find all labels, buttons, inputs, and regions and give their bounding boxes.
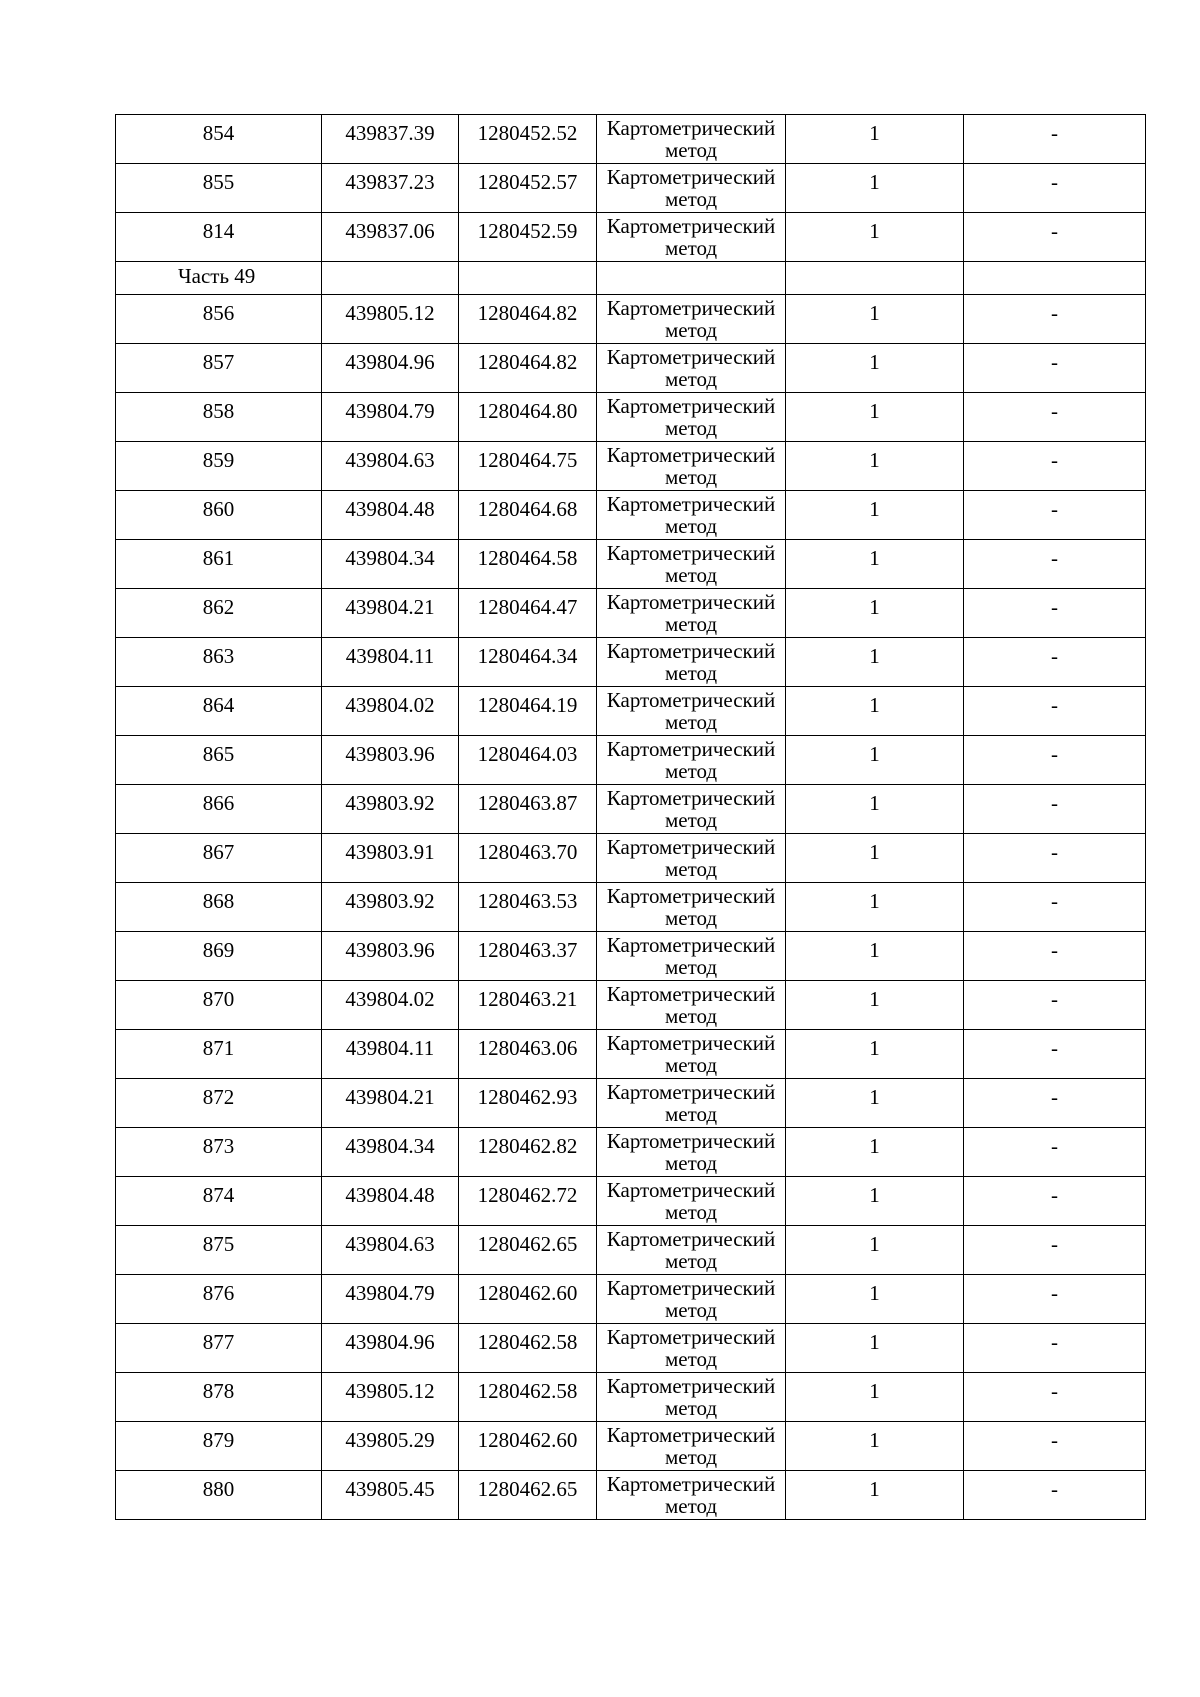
accuracy-cell: 1	[786, 1128, 964, 1177]
y-coordinate-cell: 1280462.60	[459, 1275, 597, 1324]
accuracy-cell: 1	[786, 1324, 964, 1373]
table-row	[116, 393, 1146, 442]
note-cell: -	[964, 115, 1146, 164]
note-cell: -	[964, 638, 1146, 687]
y-coordinate-cell: 1280464.34	[459, 638, 597, 687]
note-cell: -	[964, 164, 1146, 213]
point-number-cell: 857	[116, 344, 322, 393]
note-cell: -	[964, 1177, 1146, 1226]
x-coordinate-cell: 439804.63	[322, 1226, 459, 1275]
y-coordinate-cell: 1280452.59	[459, 213, 597, 262]
table-row	[116, 932, 1146, 981]
note-cell: -	[964, 1471, 1146, 1520]
x-coordinate-cell: 439804.96	[322, 1324, 459, 1373]
table-row	[116, 1373, 1146, 1422]
accuracy-cell: 1	[786, 1177, 964, 1226]
y-coordinate-cell: 1280464.82	[459, 295, 597, 344]
accuracy-cell: 1	[786, 213, 964, 262]
accuracy-cell: 1	[786, 834, 964, 883]
note-cell: -	[964, 344, 1146, 393]
x-coordinate-cell: 439804.02	[322, 687, 459, 736]
method-cell: Картометрический метод	[597, 1030, 786, 1079]
y-coordinate-cell: 1280464.75	[459, 442, 597, 491]
accuracy-cell: 1	[786, 687, 964, 736]
y-coordinate-cell: 1280462.65	[459, 1226, 597, 1275]
x-coordinate-cell: 439804.79	[322, 1275, 459, 1324]
method-cell: Картометрический метод	[597, 213, 786, 262]
y-coordinate-cell: 1280462.82	[459, 1128, 597, 1177]
y-coordinate-cell: 1280462.65	[459, 1471, 597, 1520]
method-cell: Картометрический метод	[597, 1275, 786, 1324]
method-cell: Картометрический метод	[597, 638, 786, 687]
point-number-cell: 879	[116, 1422, 322, 1471]
y-coordinate-cell: 1280462.72	[459, 1177, 597, 1226]
point-number-cell: 873	[116, 1128, 322, 1177]
accuracy-cell: 1	[786, 491, 964, 540]
table-row	[116, 213, 1146, 262]
table-row	[116, 638, 1146, 687]
accuracy-cell: 1	[786, 981, 964, 1030]
method-cell: Картометрический метод	[597, 883, 786, 932]
method-cell: Картометрический метод	[597, 1422, 786, 1471]
y-coordinate-cell: 1280463.37	[459, 932, 597, 981]
point-number-cell: 875	[116, 1226, 322, 1275]
point-number-cell: 878	[116, 1373, 322, 1422]
accuracy-cell: 1	[786, 115, 964, 164]
note-cell: -	[964, 1226, 1146, 1275]
point-number-cell: 874	[116, 1177, 322, 1226]
table-row	[116, 295, 1146, 344]
method-cell: Картометрический метод	[597, 687, 786, 736]
y-coordinate-cell: 1280452.57	[459, 164, 597, 213]
x-coordinate-cell: 439804.34	[322, 540, 459, 589]
y-coordinate-cell: 1280463.06	[459, 1030, 597, 1079]
y-coordinate-cell: 1280463.70	[459, 834, 597, 883]
accuracy-cell: 1	[786, 540, 964, 589]
accuracy-cell: 1	[786, 442, 964, 491]
note-cell: -	[964, 1373, 1146, 1422]
note-cell: -	[964, 491, 1146, 540]
x-coordinate-cell: 439804.48	[322, 491, 459, 540]
table-row	[116, 1275, 1146, 1324]
note-cell: -	[964, 687, 1146, 736]
table-row	[116, 1030, 1146, 1079]
accuracy-cell: 1	[786, 1079, 964, 1128]
table-row	[116, 1177, 1146, 1226]
table-row	[116, 834, 1146, 883]
point-number-cell: 854	[116, 115, 322, 164]
table-row	[116, 687, 1146, 736]
table-row	[116, 736, 1146, 785]
method-cell: Картометрический метод	[597, 1324, 786, 1373]
point-number-cell: 863	[116, 638, 322, 687]
table-body-top	[116, 115, 1146, 262]
point-number-cell: 868	[116, 883, 322, 932]
method-cell: Картометрический метод	[597, 834, 786, 883]
table-body-bottom	[116, 295, 1146, 1520]
y-coordinate-cell: 1280464.47	[459, 589, 597, 638]
y-coordinate-cell: 1280462.58	[459, 1373, 597, 1422]
x-coordinate-cell: 439803.92	[322, 785, 459, 834]
note-cell: -	[964, 1324, 1146, 1373]
y-coordinate-cell: 1280464.82	[459, 344, 597, 393]
point-number-cell: 858	[116, 393, 322, 442]
table-row	[116, 540, 1146, 589]
method-cell: Картометрический метод	[597, 442, 786, 491]
point-number-cell: 862	[116, 589, 322, 638]
note-cell: -	[964, 589, 1146, 638]
empty-cell	[322, 262, 459, 295]
note-cell: -	[964, 1275, 1146, 1324]
table-row	[116, 883, 1146, 932]
point-number-cell: 871	[116, 1030, 322, 1079]
x-coordinate-cell: 439805.12	[322, 1373, 459, 1422]
note-cell: -	[964, 1079, 1146, 1128]
method-cell: Картометрический метод	[597, 932, 786, 981]
x-coordinate-cell: 439804.02	[322, 981, 459, 1030]
point-number-cell: 861	[116, 540, 322, 589]
x-coordinate-cell: 439804.34	[322, 1128, 459, 1177]
point-number-cell: 814	[116, 213, 322, 262]
point-number-cell: 870	[116, 981, 322, 1030]
note-cell: -	[964, 883, 1146, 932]
method-cell: Картометрический метод	[597, 785, 786, 834]
note-cell: -	[964, 834, 1146, 883]
point-number-cell: 860	[116, 491, 322, 540]
method-cell: Картометрический метод	[597, 115, 786, 164]
y-coordinate-cell: 1280452.52	[459, 115, 597, 164]
part-label: Часть 49	[116, 262, 322, 295]
method-cell: Картометрический метод	[597, 736, 786, 785]
y-coordinate-cell: 1280464.68	[459, 491, 597, 540]
accuracy-cell: 1	[786, 736, 964, 785]
table-row	[116, 589, 1146, 638]
x-coordinate-cell: 439804.11	[322, 1030, 459, 1079]
accuracy-cell: 1	[786, 295, 964, 344]
table-row	[116, 344, 1146, 393]
empty-cell	[786, 262, 964, 295]
point-number-cell: 880	[116, 1471, 322, 1520]
y-coordinate-cell: 1280463.53	[459, 883, 597, 932]
x-coordinate-cell: 439804.21	[322, 589, 459, 638]
x-coordinate-cell: 439837.39	[322, 115, 459, 164]
accuracy-cell: 1	[786, 344, 964, 393]
empty-cell	[964, 262, 1146, 295]
x-coordinate-cell: 439805.45	[322, 1471, 459, 1520]
accuracy-cell: 1	[786, 932, 964, 981]
accuracy-cell: 1	[786, 1030, 964, 1079]
x-coordinate-cell: 439804.11	[322, 638, 459, 687]
y-coordinate-cell: 1280462.58	[459, 1324, 597, 1373]
point-number-cell: 867	[116, 834, 322, 883]
point-number-cell: 876	[116, 1275, 322, 1324]
method-cell: Картометрический метод	[597, 540, 786, 589]
empty-cell	[459, 262, 597, 295]
x-coordinate-cell: 439803.96	[322, 736, 459, 785]
note-cell: -	[964, 442, 1146, 491]
method-cell: Картометрический метод	[597, 981, 786, 1030]
accuracy-cell: 1	[786, 638, 964, 687]
y-coordinate-cell: 1280462.93	[459, 1079, 597, 1128]
y-coordinate-cell: 1280462.60	[459, 1422, 597, 1471]
y-coordinate-cell: 1280463.87	[459, 785, 597, 834]
accuracy-cell: 1	[786, 589, 964, 638]
table-row	[116, 1422, 1146, 1471]
method-cell: Картометрический метод	[597, 1177, 786, 1226]
table-row	[116, 981, 1146, 1030]
accuracy-cell: 1	[786, 785, 964, 834]
method-cell: Картометрический метод	[597, 295, 786, 344]
note-cell: -	[964, 932, 1146, 981]
x-coordinate-cell: 439803.92	[322, 883, 459, 932]
y-coordinate-cell: 1280464.03	[459, 736, 597, 785]
method-cell: Картометрический метод	[597, 393, 786, 442]
x-coordinate-cell: 439803.96	[322, 932, 459, 981]
x-coordinate-cell: 439804.21	[322, 1079, 459, 1128]
note-cell: -	[964, 1030, 1146, 1079]
accuracy-cell: 1	[786, 393, 964, 442]
y-coordinate-cell: 1280464.80	[459, 393, 597, 442]
method-cell: Картометрический метод	[597, 491, 786, 540]
y-coordinate-cell: 1280463.21	[459, 981, 597, 1030]
method-cell: Картометрический метод	[597, 1373, 786, 1422]
table-row	[116, 442, 1146, 491]
point-number-cell: 869	[116, 932, 322, 981]
x-coordinate-cell: 439837.06	[322, 213, 459, 262]
accuracy-cell: 1	[786, 1471, 964, 1520]
point-number-cell: 865	[116, 736, 322, 785]
note-cell: -	[964, 540, 1146, 589]
point-number-cell: 856	[116, 295, 322, 344]
note-cell: -	[964, 393, 1146, 442]
note-cell: -	[964, 736, 1146, 785]
point-number-cell: 864	[116, 687, 322, 736]
part-header-row	[116, 262, 1146, 295]
table-row	[116, 115, 1146, 164]
note-cell: -	[964, 981, 1146, 1030]
point-number-cell: 866	[116, 785, 322, 834]
method-cell: Картометрический метод	[597, 1128, 786, 1177]
empty-cell	[597, 262, 786, 295]
note-cell: -	[964, 1422, 1146, 1471]
point-number-cell: 859	[116, 442, 322, 491]
note-cell: -	[964, 785, 1146, 834]
table-row	[116, 1471, 1146, 1520]
y-coordinate-cell: 1280464.58	[459, 540, 597, 589]
note-cell: -	[964, 295, 1146, 344]
accuracy-cell: 1	[786, 1422, 964, 1471]
x-coordinate-cell: 439803.91	[322, 834, 459, 883]
table-row	[116, 1128, 1146, 1177]
point-number-cell: 877	[116, 1324, 322, 1373]
x-coordinate-cell: 439804.48	[322, 1177, 459, 1226]
x-coordinate-cell: 439804.96	[322, 344, 459, 393]
point-number-cell: 855	[116, 164, 322, 213]
table-row	[116, 1226, 1146, 1275]
accuracy-cell: 1	[786, 1275, 964, 1324]
note-cell: -	[964, 213, 1146, 262]
accuracy-cell: 1	[786, 883, 964, 932]
x-coordinate-cell: 439805.12	[322, 295, 459, 344]
method-cell: Картометрический метод	[597, 1226, 786, 1275]
method-cell: Картометрический метод	[597, 344, 786, 393]
table-row	[116, 1079, 1146, 1128]
x-coordinate-cell: 439837.23	[322, 164, 459, 213]
table-row	[116, 1324, 1146, 1373]
x-coordinate-cell: 439804.63	[322, 442, 459, 491]
coordinates-table	[115, 114, 1146, 1520]
point-number-cell: 872	[116, 1079, 322, 1128]
method-cell: Картометрический метод	[597, 1079, 786, 1128]
method-cell: Картометрический метод	[597, 164, 786, 213]
table-row	[116, 164, 1146, 213]
method-cell: Картометрический метод	[597, 589, 786, 638]
accuracy-cell: 1	[786, 1226, 964, 1275]
accuracy-cell: 1	[786, 1373, 964, 1422]
y-coordinate-cell: 1280464.19	[459, 687, 597, 736]
method-cell: Картометрический метод	[597, 1471, 786, 1520]
accuracy-cell: 1	[786, 164, 964, 213]
table-body-part	[116, 262, 1146, 295]
x-coordinate-cell: 439805.29	[322, 1422, 459, 1471]
table-row	[116, 491, 1146, 540]
table-row	[116, 785, 1146, 834]
note-cell: -	[964, 1128, 1146, 1177]
x-coordinate-cell: 439804.79	[322, 393, 459, 442]
